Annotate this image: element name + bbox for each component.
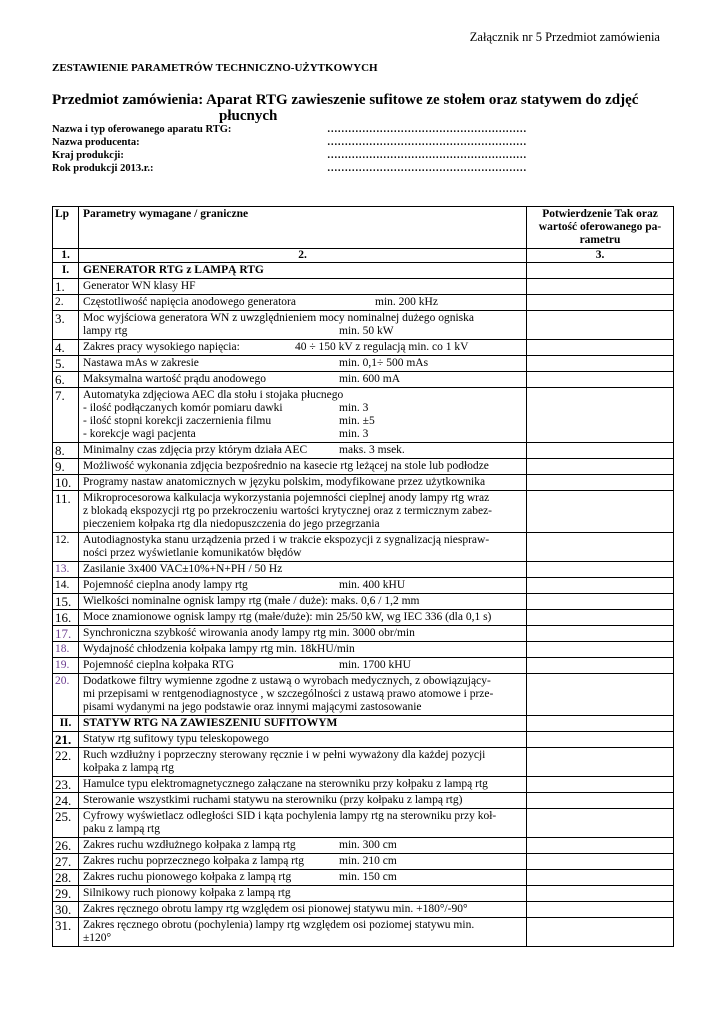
confirm-cell[interactable] — [527, 533, 674, 562]
table-row — [53, 732, 674, 748]
row-param-text: mi przepisami w rentgenodiagnostyce , w szczególności z ustawą prawo atomowe i prze- — [83, 688, 494, 700]
row-lp: 7. — [53, 388, 79, 443]
row-param-value: min. 0,1÷ 500 mAs — [339, 357, 429, 369]
table-row — [53, 443, 674, 459]
row-lp: 18. — [53, 642, 79, 658]
table-row — [53, 491, 674, 533]
row-param-text: Zakres ręcznego obrotu (pochylenia) lampy rtg względem osi poziomej statywu min. — [83, 919, 475, 931]
row-param-value: min. 3 — [339, 428, 369, 440]
confirm-cell[interactable] — [527, 388, 674, 443]
row-param: Zakres ręcznego obrotu lampy rtg względem osi pionowej statywu min. +180°/-90° — [79, 902, 527, 918]
row-lp: 15. — [53, 594, 79, 610]
confirm-cell[interactable] — [527, 578, 674, 594]
row-param — [79, 674, 527, 716]
row-param-text: Nastawa mAs w zakresie — [83, 357, 199, 369]
meta-row — [52, 149, 527, 162]
row-param-value: min. 300 cm — [339, 839, 397, 851]
confirm-cell[interactable] — [527, 610, 674, 626]
row-lp: 21. — [53, 732, 79, 748]
row-param: Wydajność chłodzenia kołpaka lampy rtg min. 18kHU/min — [79, 642, 527, 658]
table-row — [53, 578, 674, 594]
table-row — [53, 459, 674, 475]
confirm-cell[interactable] — [527, 642, 674, 658]
row-param — [79, 809, 527, 838]
row-lp: 19. — [53, 658, 79, 674]
table-row — [53, 642, 674, 658]
table-row — [53, 610, 674, 626]
row-lp: 29. — [53, 886, 79, 902]
device-meta — [52, 123, 527, 175]
table-row — [53, 674, 674, 716]
subject-line-2: płucnych — [219, 108, 278, 124]
row-param-value: min. 210 cm — [339, 855, 397, 867]
confirm-cell[interactable] — [527, 854, 674, 870]
row-param-text: Zakres pracy wysokiego napięcia: — [83, 341, 240, 353]
row-lp: 8. — [53, 443, 79, 459]
meta-row — [52, 162, 527, 175]
table-row — [53, 279, 674, 295]
row-param-value: min. 1700 kHU — [339, 659, 411, 671]
header-lp: Lp — [53, 207, 79, 249]
row-param-value: 40 ÷ 150 kV z regulacją min. co 1 kV — [295, 341, 469, 353]
row-param: Wielkości nominalne ognisk lampy rtg (małe / duże): maks. 0,6 / 1,2 mm — [79, 594, 527, 610]
meta-label: Nazwa producenta: — [52, 137, 140, 148]
confirm-cell[interactable] — [527, 918, 674, 947]
row-lp: 30. — [53, 902, 79, 918]
confirm-cell[interactable] — [527, 295, 674, 311]
row-param-text: Zakres ruchu wzdłużnego kołpaka z lampą rtg — [83, 839, 296, 851]
row-param-value: min. 600 mA — [339, 373, 401, 385]
table-row — [53, 295, 674, 311]
row-param-value: min. ±5 — [339, 415, 375, 427]
table-row — [53, 838, 674, 854]
confirm-cell[interactable] — [527, 902, 674, 918]
row-param: Hamulce typu elektromagnetycznego załączane na sterowniku przy kołpaku z lampą rtg — [79, 777, 527, 793]
table-row — [53, 626, 674, 642]
confirm-cell[interactable] — [527, 716, 674, 732]
row-param-value: maks. 3 msek. — [339, 444, 405, 456]
parameters-table — [52, 206, 674, 947]
row-lp: 5. — [53, 356, 79, 372]
row-lp: 3. — [53, 311, 79, 340]
confirm-cell[interactable] — [527, 793, 674, 809]
row-param — [79, 658, 527, 674]
confirm-cell[interactable] — [527, 838, 674, 854]
row-lp: 16. — [53, 610, 79, 626]
row-param-text: Zakres ruchu pionowego kołpaka z lampą rtg — [83, 871, 292, 883]
confirm-cell[interactable] — [527, 658, 674, 674]
table-row — [53, 854, 674, 870]
confirm-cell[interactable] — [527, 491, 674, 533]
row-param — [79, 356, 527, 372]
row-param — [79, 533, 527, 562]
subject-line-1: Przedmiot zamówienia: Aparat RTG zawieszenie sufitowe ze stołem oraz statywem do zdjęć — [52, 92, 639, 108]
confirm-cell[interactable] — [527, 475, 674, 491]
row-param: Silnikowy ruch pionowy kołpaka z lampą rtg — [79, 886, 527, 902]
row-lp: 13. — [53, 562, 79, 578]
row-param-text: pieczeniem kołpaka rtg dla niedopuszczenia do jego przegrzania — [83, 518, 380, 530]
confirm-cell[interactable] — [527, 443, 674, 459]
row-param-text: Maksymalna wartość prądu anodowego — [83, 373, 266, 385]
confirm-cell[interactable] — [527, 356, 674, 372]
row-lp: 2. — [53, 295, 79, 311]
confirm-cell[interactable] — [527, 311, 674, 340]
confirm-cell[interactable] — [527, 809, 674, 838]
row-param — [79, 870, 527, 886]
row-param-text: ±120° — [83, 932, 112, 944]
row-lp: 4. — [53, 340, 79, 356]
row-lp: 28. — [53, 870, 79, 886]
row-param — [79, 578, 527, 594]
row-param-text: - ilość stopni korekcji zaczernienia filmu — [83, 415, 272, 427]
row-lp: 22. — [53, 748, 79, 777]
table-row — [53, 886, 674, 902]
table-row — [53, 372, 674, 388]
row-lp: 1. — [53, 279, 79, 295]
meta-label: Rok produkcji 2013.r.: — [52, 163, 154, 174]
row-param: Sterowanie wszystkimi ruchami statywu na sterowniku (przy kołpaku z lampą rtg) — [79, 793, 527, 809]
meta-label: Nazwa i typ oferowanego aparatu RTG: — [52, 124, 232, 135]
row-param-value: min. 3 — [339, 402, 369, 414]
row-param — [79, 443, 527, 459]
row-param-text: Częstotliwość napięcia anodowego generatora — [83, 296, 296, 308]
confirm-cell[interactable] — [527, 459, 674, 475]
sheet-title: ZESTAWIENIE PARAMETRÓW TECHNICZNO-UŻYTKOWYCH — [52, 62, 378, 74]
row-lp: 23. — [53, 777, 79, 793]
meta-row — [52, 123, 527, 136]
table-row — [53, 748, 674, 777]
row-lp: 6. — [53, 372, 79, 388]
table-row — [53, 311, 674, 340]
row-param — [79, 388, 527, 443]
row-param: Zasilanie 3x400 VAC±10%+N+PH / 50 Hz — [79, 562, 527, 578]
confirm-cell[interactable] — [527, 870, 674, 886]
table-row — [53, 902, 674, 918]
row-param-text: - ilość podłączanych komór pomiaru dawki — [83, 402, 283, 414]
table-row — [53, 388, 674, 443]
row-param-text: Cyfrowy wyświetlacz odległości SID i kąta pochylenia lampy rtg na sterowniku przy koł- — [83, 810, 497, 822]
row-param: Moce znamionowe ognisk lampy rtg (małe/duże): min 25/50 kW, wg IEC 336 (dla 0,1 s) — [79, 610, 527, 626]
confirm-cell[interactable] — [527, 279, 674, 295]
annex-label: Załącznik nr 5 Przedmiot zamówienia — [469, 30, 660, 44]
row-param-text: Ruch wzdłużny i poprzeczny sterowany ręcznie i w pełni wyważony dla każdej pozycji — [83, 749, 486, 761]
col-number: 2. — [79, 249, 527, 263]
table-row — [53, 356, 674, 372]
row-param-text: Dodatkowe filtry wymienne zgodne z ustawą o wyrobach medycznych, z obowiązujący- — [83, 675, 491, 687]
row-param: Generator WN klasy HF — [79, 279, 527, 295]
table-row — [53, 562, 674, 578]
section-header — [53, 716, 674, 732]
header-params: Parametry wymagane / graniczne — [79, 207, 527, 249]
row-param: Synchroniczna szybkość wirowania anody lampy rtg min. 3000 obr/min — [79, 626, 527, 642]
meta-fill-in[interactable]: ………………………………………………… — [327, 124, 527, 135]
row-param-text: ności przez wyświetlanie komunikatów błędów — [83, 547, 302, 559]
row-param — [79, 295, 527, 311]
row-param-text: Autodiagnostyka stanu urządzenia przed i w trakcie ekspozycji z sygnalizacją niespraw- — [83, 534, 490, 546]
row-lp: 26. — [53, 838, 79, 854]
row-param-text: z blokadą ekspozycji rtg po przekroczeniu wartości krytycznej oraz z termicznym zabez- — [83, 505, 493, 517]
section-header — [53, 263, 674, 279]
row-param-text: paku z lampą rtg — [83, 823, 160, 835]
row-param-text: Pojemność cieplna anody lampy rtg — [83, 579, 248, 591]
row-lp: 20. — [53, 674, 79, 716]
row-param: Możliwość wykonania zdjęcia bezpośrednio na kasecie rtg leżącej na stole lub podłodze — [79, 459, 527, 475]
section-lp: II. — [53, 716, 79, 732]
row-param — [79, 748, 527, 777]
section-lp: I. — [53, 263, 79, 279]
row-param: Statyw rtg sufitowy typu teleskopowego — [79, 732, 527, 748]
row-param-text: lampy rtg — [83, 325, 128, 337]
row-lp: 9. — [53, 459, 79, 475]
meta-fill-in[interactable]: ………………………………………………… — [327, 163, 527, 174]
row-param-text: Automatyka zdjęciowa AEC dla stołu i stojaka płucnego — [83, 389, 344, 401]
row-param — [79, 854, 527, 870]
row-param-text: - korekcje wagi pacjenta — [83, 428, 196, 440]
section-title: STATYW RTG NA ZAWIESZENIU SUFITOWYM — [79, 716, 527, 732]
table-row — [53, 809, 674, 838]
meta-fill-in[interactable]: ………………………………………………… — [327, 137, 527, 148]
confirm-cell[interactable] — [527, 263, 674, 279]
header-confirm: Potwierdzenie Tak oraz wartość oferowanego pa-rametru — [527, 207, 674, 249]
row-param — [79, 918, 527, 947]
table-row — [53, 340, 674, 356]
table-row — [53, 793, 674, 809]
table-row — [53, 870, 674, 886]
confirm-cell[interactable] — [527, 748, 674, 777]
confirm-cell[interactable] — [527, 886, 674, 902]
col-number: 3. — [527, 249, 674, 263]
row-param-value: min. 150 cm — [339, 871, 397, 883]
meta-fill-in[interactable]: ………………………………………………… — [327, 150, 527, 161]
row-param-text: Pojemność cieplna kołpaka RTG — [83, 659, 235, 671]
row-lp: 11. — [53, 491, 79, 533]
row-param-text: kołpaka z lampą rtg — [83, 762, 175, 774]
row-param-text: Mikroprocesorowa kalkulacja wykorzystania pojemności cieplnej anody lampy rtg wraz — [83, 492, 490, 504]
meta-row — [52, 136, 527, 149]
row-param-text: Zakres ruchu poprzecznego kołpaka z lampą rtg — [83, 855, 304, 867]
row-param-value: min. 400 kHU — [339, 579, 406, 591]
confirm-cell[interactable] — [527, 372, 674, 388]
row-param: Programy nastaw anatomicznych w języku polskim, modyfikowane przez użytkownika — [79, 475, 527, 491]
col-number: 1. — [53, 249, 79, 263]
table-row — [53, 918, 674, 947]
row-lp: 14. — [53, 578, 79, 594]
row-param-value: min. 200 kHz — [375, 296, 438, 308]
row-lp: 31. — [53, 918, 79, 947]
confirm-cell[interactable] — [527, 594, 674, 610]
table-header — [53, 207, 674, 249]
confirm-cell[interactable] — [527, 732, 674, 748]
row-param-value: min. 50 kW — [339, 325, 394, 337]
confirm-cell[interactable] — [527, 340, 674, 356]
row-lp: 25. — [53, 809, 79, 838]
row-lp: 24. — [53, 793, 79, 809]
subject-heading — [52, 92, 639, 124]
table-row — [53, 777, 674, 793]
table-row — [53, 533, 674, 562]
row-param — [79, 838, 527, 854]
row-param-text: Moc wyjściowa generatora WN z uwzględnieniem mocy nominalnej dużego ogniska — [83, 312, 474, 324]
row-param — [79, 491, 527, 533]
meta-label: Kraj produkcji: — [52, 150, 124, 161]
column-numbers — [53, 249, 674, 263]
confirm-cell[interactable] — [527, 562, 674, 578]
row-param-text: pisami wydanymi na jego podstawie oraz innymi mającymi zastosowanie — [83, 701, 422, 713]
table-row — [53, 658, 674, 674]
row-lp: 17. — [53, 626, 79, 642]
row-lp: 27. — [53, 854, 79, 870]
section-title: GENERATOR RTG z LAMPĄ RTG — [79, 263, 527, 279]
row-param-text: Minimalny czas zdjęcia przy którym działa AEC — [83, 444, 308, 456]
confirm-cell[interactable] — [527, 674, 674, 716]
confirm-cell[interactable] — [527, 626, 674, 642]
row-param — [79, 311, 527, 340]
table-row — [53, 594, 674, 610]
row-lp: 10. — [53, 475, 79, 491]
row-lp: 12. — [53, 533, 79, 562]
row-param — [79, 372, 527, 388]
confirm-cell[interactable] — [527, 777, 674, 793]
table-row — [53, 475, 674, 491]
row-param — [79, 340, 527, 356]
